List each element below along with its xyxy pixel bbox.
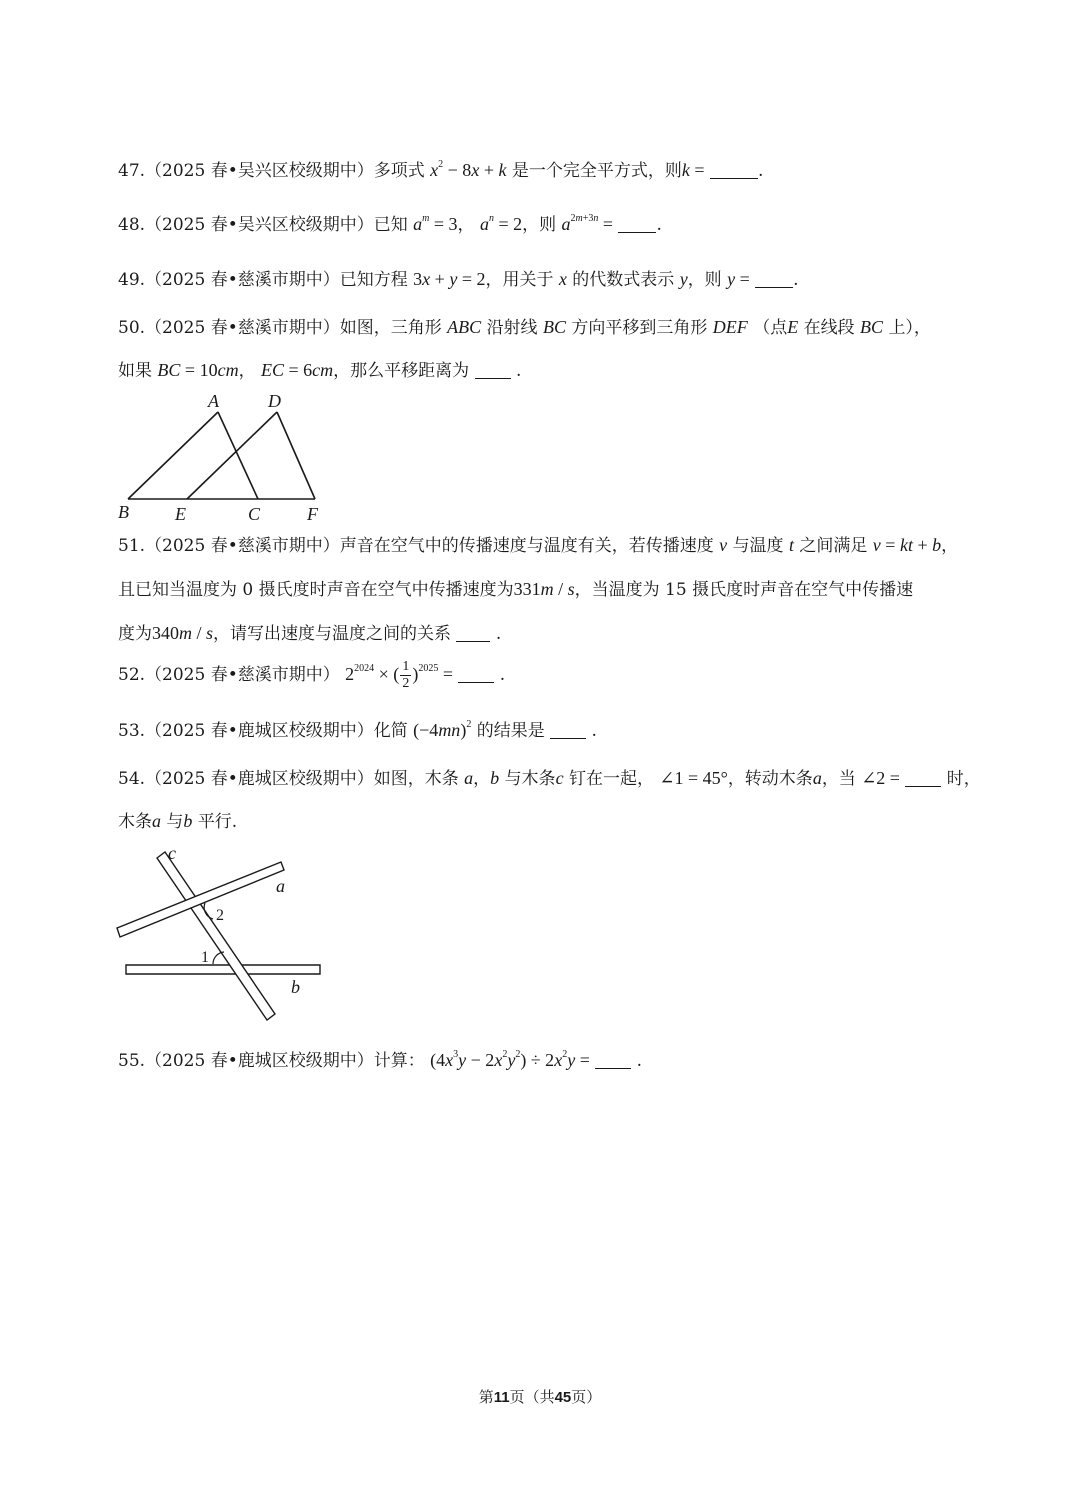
question-number: 50. [118,318,146,338]
question-48: 48.（2025 春•吴兴区校级期中）已知 $a^m = 3$， $a^n = 2$，则 $a^{2m+3n}$ = . [118,213,662,235]
question-number: 52. [118,665,146,685]
math-expression: $a^{2m+3n}$ = [561,213,614,234]
question-source: （2025 春•慈溪市期中） [145,270,340,290]
question-source: （2025 春•鹿城区校级期中） [145,1051,374,1071]
answer-blank[interactable] [755,269,793,288]
math-expression: $(-4mn)^2$ [413,719,472,740]
label-a: a [276,876,285,896]
math-expression: 3x + y = 2 [413,269,486,289]
question-54: 54.（2025 春•鹿城区校级期中）如图，木条 a，b 与木条c 钉在一起， ∠1 = 45°，转动木条a，当 ∠2 = 时， 木条a 与b 平行. [118,768,981,832]
math-expression: $2^{2024}$ × ( $\frac{1}{2}$ )$^{2025}$ = [345,659,453,692]
math-expression: $a^n = 2$ [479,213,523,234]
label-C: C [248,504,261,524]
sticks-figure [110,840,330,1025]
answer-blank[interactable] [456,623,490,642]
question-source: （2025 春•吴兴区校级期中） [145,161,374,181]
question-number: 48. [118,215,146,235]
question-52: 52.（2025 春•慈溪市期中） $2^{2024}$ × ( $\frac{1}{2}$ )$^{2025}$ = . [118,659,506,692]
question-47: 47.（2025 春•吴兴区校级期中）多项式 $x^2 - 8x + k$ 是一个完全平方式，则k = . [118,159,764,181]
label-c: c [168,843,176,863]
question-source: （2025 春•慈溪市期中） [145,536,340,556]
question-source: （2025 春•慈溪市期中） [145,318,340,338]
question-50: 50.（2025 春•慈溪市期中）如图，三角形 ABC 沿射线 BC 方向平移到三角形 DEF （点E 在线段 BC 上）， 如果 BC = 10cm， EC = 6cm，那么平移距离为 . [118,317,931,381]
label-1: 1 [201,949,209,966]
question-source: （2025 春•吴兴区校级期中） [145,215,374,235]
label-D: D [268,391,281,411]
question-number: 49. [118,270,146,290]
total-pages: 45 [554,1389,572,1406]
triangle-translation-figure [110,388,340,528]
label-E: E [175,504,186,524]
label-B: B [118,502,129,522]
page-footer: 第11页（共45页） [478,1388,602,1406]
answer-blank[interactable] [905,768,941,787]
question-number: 55. [118,1051,146,1071]
question-53: 53.（2025 春•鹿城区校级期中）化简 $(-4mn)^2$ 的结果是 . [118,719,597,741]
label-A: A [208,391,219,411]
answer-blank[interactable] [710,160,758,179]
math-expression: BC = 10cm [157,360,239,380]
math-expression: EC = 6cm [260,360,334,380]
math-expression: v = kt + b [872,535,942,555]
question-source: （2025 春•鹿城区校级期中） [145,721,374,741]
label-F: F [307,504,318,524]
label-b: b [291,977,300,997]
question-51: 51.（2025 春•慈溪市期中）声音在空气中的传播速度与温度有关，若传播速度 v 与温度 t 之间满足 v = kt + b， 且已知当温度为 0 摄氏度时声音在空气中传播速度为331m / s，当温度为 15 摄氏度时声音在空气中传播速 度为340m / s，请写出速度与温度之间的关系 . [118,535,959,644]
math-expression: $(4x^3y - 2x^2y^2) \div 2x^2y$ = [430,1049,590,1070]
question-source: （2025 春•鹿城区校级期中） [145,769,374,789]
answer-blank[interactable] [475,360,511,379]
answer-blank[interactable] [458,664,494,683]
answer-blank[interactable] [550,720,586,739]
question-source: （2025 春•慈溪市期中） [145,665,340,685]
question-55: 55.（2025 春•鹿城区校级期中）计算： $(4x^3y - 2x^2y^2) \div 2x^2y$ = . [118,1049,643,1071]
answer-blank[interactable] [595,1050,631,1069]
math-expression: ∠1 = 45° [659,768,728,788]
label-2: 2 [216,907,224,924]
question-number: 53. [118,721,146,741]
math-expression: $a^m = 3$ [413,213,458,234]
answer-blank[interactable] [618,214,656,233]
question-number: 51. [118,536,146,556]
question-49: 49.（2025 春•慈溪市期中）已知方程 3x + y = 2，用关于 x 的代数式表示 y，则 y = . [118,269,799,290]
current-page: 11 [493,1389,510,1406]
question-number: 54. [118,769,146,789]
question-number: 47. [118,161,146,181]
math-expression: $x^2 - 8x + k$ [430,159,507,180]
